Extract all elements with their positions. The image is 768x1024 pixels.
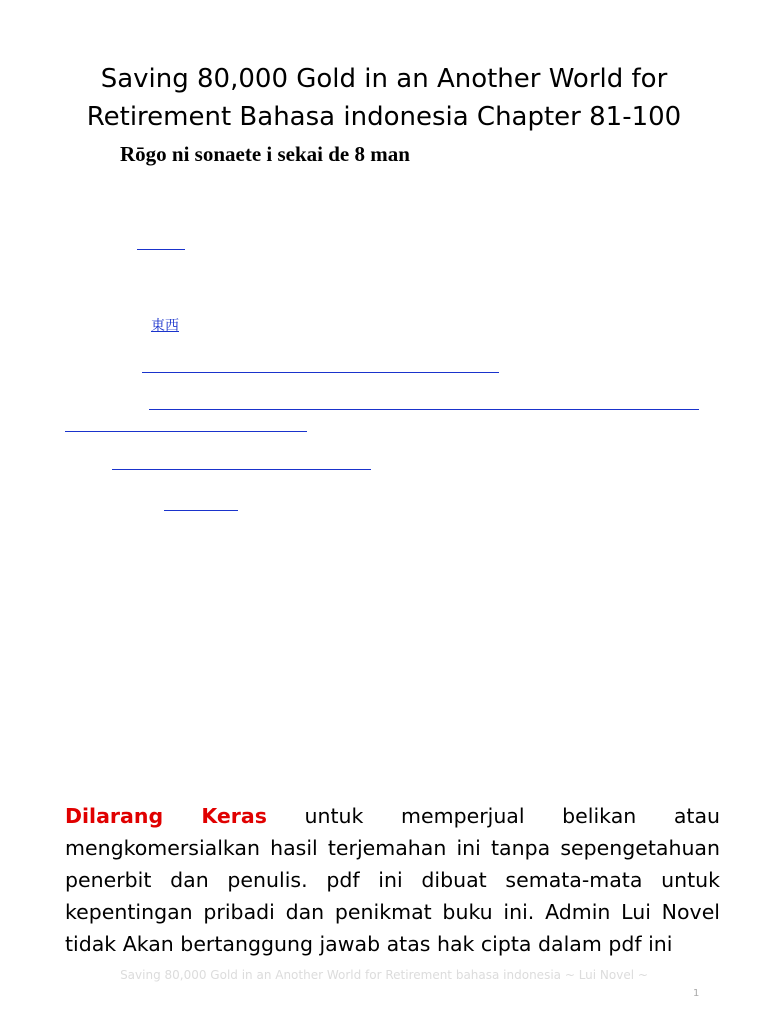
link-underline-6[interactable] bbox=[164, 510, 238, 511]
link-underline-3[interactable] bbox=[149, 409, 699, 410]
page-footer: Saving 80,000 Gold in an Another World for Retirement bahasa indonesia ~ Lui Novel ~ bbox=[120, 968, 648, 982]
copyright-notice bbox=[65, 800, 720, 960]
link-underline-2[interactable] bbox=[142, 372, 499, 373]
notice-body: untuk memperjual belikan atau mengkomersialkan hasil terjemahan ini tanpa sepengetahuan penerbit dan penulis. pdf ini dibuat semata-mata untuk kepentingan pribadi dan penikmat buku ini. Admin Lui Novel tidak Akan bertanggung jawab atas hak cipta dalam pdf ini bbox=[65, 804, 720, 956]
page-number: 1 bbox=[693, 988, 700, 999]
title-line-2: Retirement Bahasa indonesia Chapter 81-100 bbox=[86, 102, 682, 132]
document-subtitle: Rōgo ni sonaete i sekai de 8 man bbox=[120, 142, 410, 166]
notice-warning: Dilarang Keras bbox=[65, 804, 267, 828]
title-line-1: Saving 80,000 Gold in an Another World for bbox=[100, 64, 668, 94]
link-underline-4[interactable] bbox=[65, 431, 307, 432]
document-title bbox=[0, 60, 768, 136]
link-underline-5[interactable] bbox=[112, 469, 371, 470]
link-kanji[interactable]: 東西 bbox=[151, 318, 179, 334]
link-underline-1[interactable] bbox=[137, 249, 185, 250]
